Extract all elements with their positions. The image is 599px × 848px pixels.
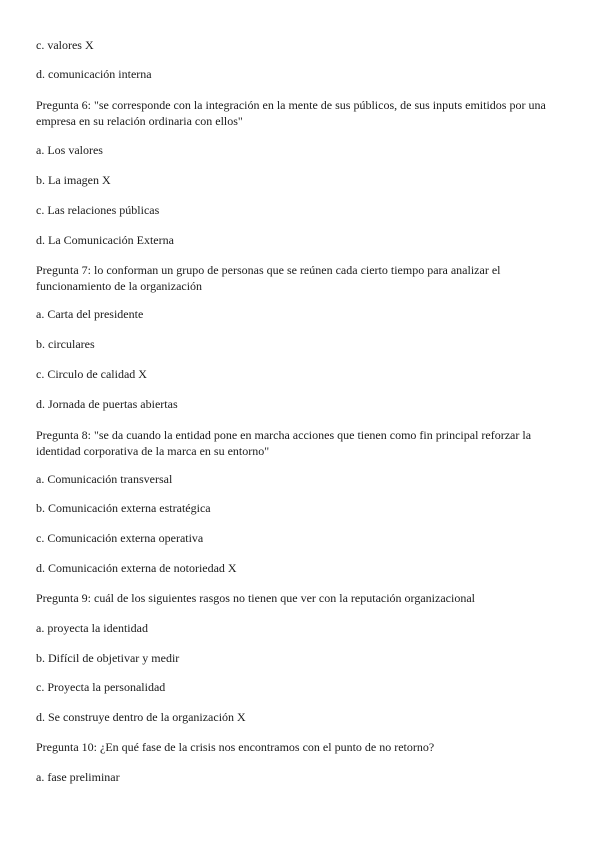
question-6: Pregunta 6: "se corresponde con la integración en la mente de sus públicos, de sus inputs emitidos por una empresa en su relación ordinaria con ellos" bbox=[36, 98, 546, 128]
answer-option: a. proyecta la identidad bbox=[36, 621, 148, 635]
question-9: Pregunta 9: cuál de los siguientes rasgos no tienen que ver con la reputación organizacional bbox=[36, 591, 475, 605]
answer-option: a. fase preliminar bbox=[36, 770, 120, 784]
answer-option: b. La imagen X bbox=[36, 173, 111, 187]
answer-option: c. Comunicación externa operativa bbox=[36, 531, 204, 545]
answer-option: c. Las relaciones públicas bbox=[36, 203, 160, 217]
answer-option: d. comunicación interna bbox=[36, 67, 152, 81]
answer-option: a. Comunicación transversal bbox=[36, 472, 173, 486]
answer-option: b. Difícil de objetivar y medir bbox=[36, 651, 180, 665]
answer-option: c. Circulo de calidad X bbox=[36, 367, 147, 381]
answer-option: d. La Comunicación Externa bbox=[36, 233, 174, 247]
answer-option: d. Se construye dentro de la organización X bbox=[36, 710, 246, 724]
answer-option: c. valores X bbox=[36, 38, 94, 52]
answer-option: c. Proyecta la personalidad bbox=[36, 680, 166, 694]
answer-option: b. circulares bbox=[36, 337, 95, 351]
question-8: Pregunta 8: "se da cuando la entidad pone en marcha acciones que tienen como fin principal reforzar la identidad corporativa de la marca en su entorno" bbox=[36, 428, 532, 458]
answer-option: a. Los valores bbox=[36, 143, 103, 157]
answer-option: d. Comunicación externa de notoriedad X bbox=[36, 561, 237, 575]
answer-option: b. Comunicación externa estratégica bbox=[36, 501, 211, 515]
answer-option: a. Carta del presidente bbox=[36, 307, 144, 321]
question-7: Pregunta 7: lo conforman un grupo de personas que se reúnen cada cierto tiempo para analizar el funcionamiento de la organización bbox=[36, 263, 501, 293]
question-10: Pregunta 10: ¿En qué fase de la crisis nos encontramos con el punto de no retorno? bbox=[36, 740, 435, 754]
answer-option: d. Jornada de puertas abiertas bbox=[36, 397, 178, 411]
